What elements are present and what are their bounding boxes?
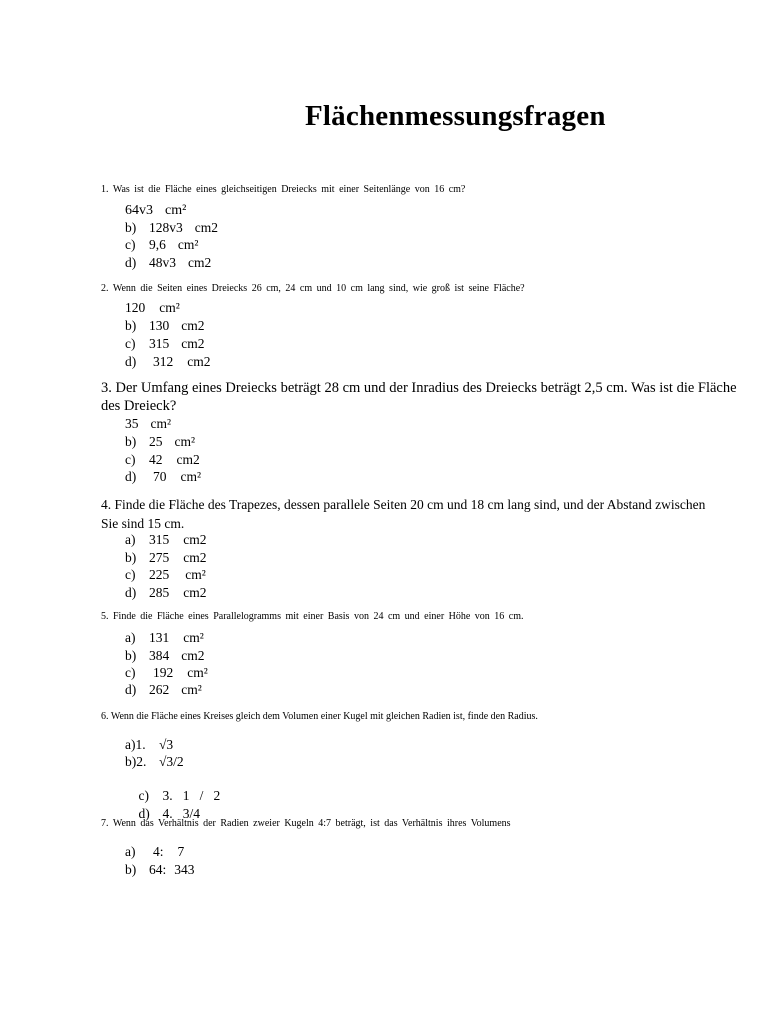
question-4-option bbox=[125, 550, 207, 566]
option-value: 315 bbox=[149, 336, 170, 351]
option-value: 4: bbox=[153, 844, 164, 859]
option-label: d) bbox=[125, 585, 137, 600]
option-label: b) bbox=[125, 862, 137, 877]
option-value: √3 bbox=[159, 737, 174, 752]
question-7-text: 7. Wenn das Verhältnis der Radien zweier Kugeln 4:7 beträgt, ist das Verhältnis ihres Volumens bbox=[101, 818, 511, 829]
question-4-option bbox=[125, 567, 206, 583]
question-5-option bbox=[125, 665, 208, 681]
option-label: d) bbox=[125, 469, 137, 484]
option-value: 48v3 bbox=[149, 255, 176, 270]
question-3-text: 3. Der Umfang eines Dreiecks beträgt 28 cm und der Inradius des Dreiecks beträgt 2,5 cm. Was ist die Fläche des Dreieck? bbox=[101, 380, 737, 414]
option-label: d) bbox=[125, 682, 137, 697]
option-value: 64: bbox=[149, 862, 167, 877]
option-unit: 343 bbox=[174, 862, 195, 877]
option-label: a)1. bbox=[125, 737, 146, 752]
option-value: 285 bbox=[149, 585, 170, 600]
question-3-option bbox=[125, 416, 171, 432]
option-value: 70 bbox=[153, 469, 167, 484]
question-1-option bbox=[125, 220, 218, 236]
option-label: a) bbox=[125, 532, 136, 547]
option-label: b) bbox=[125, 648, 137, 663]
question-4-option bbox=[125, 585, 207, 601]
question-1-text: 1. Was ist die Fläche eines gleichseitigen Dreiecks mit einer Seitenlänge von 16 cm? bbox=[101, 184, 466, 195]
option-value: 262 bbox=[149, 682, 170, 697]
option-label: c) bbox=[125, 336, 136, 351]
question-3-option bbox=[125, 452, 200, 468]
question-1-option bbox=[125, 255, 211, 271]
question-1-option bbox=[125, 203, 186, 219]
question-5-option bbox=[125, 648, 205, 664]
option-unit: cm² bbox=[180, 469, 202, 484]
option-label: b) bbox=[125, 220, 137, 235]
option-unit: cm2 bbox=[188, 255, 212, 270]
option-label: d) bbox=[125, 354, 137, 369]
option-value: 42 bbox=[149, 452, 163, 467]
option-value: 64v3 bbox=[125, 203, 153, 218]
question-3-option bbox=[125, 434, 195, 450]
option-value: 384 bbox=[149, 648, 170, 663]
option-unit: cm2 bbox=[187, 354, 211, 369]
question-6-text: 6. Wenn die Fläche eines Kreises gleich dem Volumen einer Kugel mit gleichen Radien ist, finde den Radius. bbox=[101, 711, 538, 722]
option-value: √3/2 bbox=[159, 754, 184, 769]
option-label: a) bbox=[125, 630, 136, 645]
option-unit: cm² bbox=[187, 665, 208, 680]
option-value: 3. 1 / 2 bbox=[162, 788, 221, 803]
option-value: 25 bbox=[149, 434, 163, 449]
option-value: 192 bbox=[153, 665, 174, 680]
option-unit: cm2 bbox=[183, 532, 207, 547]
question-2-option bbox=[125, 318, 205, 334]
option-value: 35 bbox=[125, 416, 139, 431]
option-value: 275 bbox=[149, 550, 170, 565]
option-label: c) bbox=[125, 567, 136, 582]
option-value: 312 bbox=[153, 354, 174, 369]
option-label: b) bbox=[125, 318, 137, 333]
option-value: 131 bbox=[149, 630, 170, 645]
question-1-option bbox=[125, 237, 198, 253]
question-7-option bbox=[125, 844, 184, 860]
question-4-text: 4. Finde die Fläche des Trapezes, dessen parallele Seiten 20 cm und 18 cm lang sind, und der Abstand zwischen Sie sind 15 cm. bbox=[101, 497, 706, 531]
option-label: d) bbox=[138, 806, 150, 821]
question-5-option bbox=[125, 630, 204, 646]
option-unit: cm² bbox=[185, 567, 206, 582]
option-unit: cm² bbox=[183, 630, 204, 645]
question-2-option bbox=[125, 300, 180, 316]
option-label: c) bbox=[125, 665, 136, 680]
option-label: b) bbox=[125, 434, 137, 449]
option-value: 315 bbox=[149, 532, 170, 547]
option-unit: cm2 bbox=[181, 318, 205, 333]
option-unit: cm2 bbox=[181, 336, 205, 351]
option-label: d) bbox=[125, 255, 137, 270]
option-unit: cm² bbox=[159, 300, 180, 315]
question-5-text: 5. Finde die Fläche eines Parallelogramms mit einer Basis von 24 cm und einer Höhe von 16 cm. bbox=[101, 611, 524, 622]
question-2-option bbox=[125, 336, 205, 352]
option-unit: cm² bbox=[174, 434, 196, 449]
question-7-option bbox=[125, 862, 195, 878]
option-value: 4. 3/4 bbox=[162, 806, 201, 821]
option-value: 128v3 bbox=[149, 220, 183, 235]
option-label: b)2. bbox=[125, 754, 147, 769]
option-value: 9,6 bbox=[149, 237, 166, 252]
option-unit: 7 bbox=[177, 844, 185, 859]
option-label: c) bbox=[138, 788, 149, 803]
option-unit: cm2 bbox=[183, 585, 207, 600]
option-value: 225 bbox=[149, 567, 170, 582]
option-unit: cm² bbox=[181, 682, 202, 697]
question-5-option bbox=[125, 682, 202, 698]
option-unit: cm² bbox=[165, 203, 187, 218]
question-3-option bbox=[125, 469, 201, 485]
option-unit: cm2 bbox=[183, 550, 207, 565]
question-6-option bbox=[125, 754, 184, 770]
question-2-text: 2. Wenn die Seiten eines Dreiecks 26 cm, 24 cm und 10 cm lang sind, wie groß ist seine Fläche? bbox=[101, 283, 525, 294]
option-unit: cm2 bbox=[176, 452, 200, 467]
option-value: 120 bbox=[125, 300, 146, 315]
option-unit: cm² bbox=[177, 237, 199, 252]
option-unit: cm2 bbox=[181, 648, 205, 663]
option-label: c) bbox=[125, 237, 136, 252]
question-6-option bbox=[125, 737, 173, 753]
option-unit: cm² bbox=[150, 416, 172, 431]
page-title: Flächenmessungsfragen bbox=[305, 100, 606, 132]
option-unit: cm2 bbox=[194, 220, 218, 235]
option-label: c) bbox=[125, 452, 136, 467]
question-6-option bbox=[125, 790, 200, 838]
question-2-option bbox=[125, 354, 211, 370]
option-label: b) bbox=[125, 550, 137, 565]
option-label: a) bbox=[125, 844, 136, 859]
question-4-option bbox=[125, 532, 207, 548]
option-value: 130 bbox=[149, 318, 170, 333]
